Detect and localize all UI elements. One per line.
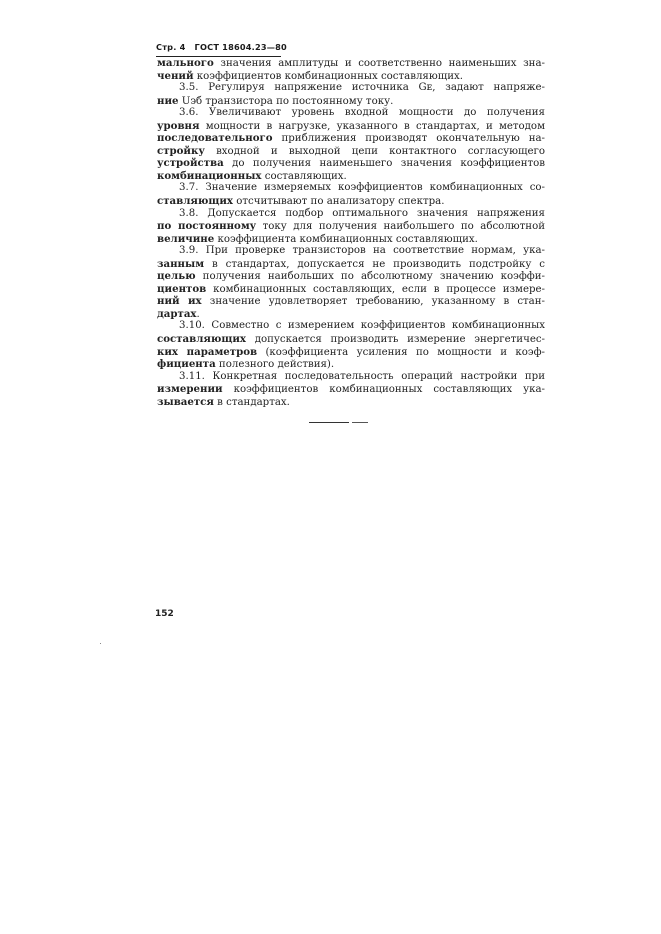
text-line bbox=[157, 95, 545, 108]
line-lead: ставляющих bbox=[157, 195, 234, 208]
line-lead: составляющих bbox=[157, 333, 247, 346]
text-line bbox=[157, 70, 545, 83]
line-rest: полезного действия). bbox=[215, 359, 335, 371]
text-line bbox=[157, 220, 545, 233]
text-line bbox=[157, 333, 545, 346]
line-lead: комбинационных bbox=[157, 169, 262, 182]
text-line bbox=[157, 107, 545, 120]
text-line bbox=[157, 383, 545, 396]
line-rest: составляющих. bbox=[261, 170, 347, 182]
text-line bbox=[157, 270, 545, 283]
line-lead: циентов bbox=[157, 282, 207, 295]
line-lead: зывается bbox=[157, 395, 214, 408]
page-label: Стр. 4 bbox=[156, 42, 186, 52]
text-line bbox=[157, 57, 545, 70]
text-line bbox=[157, 358, 545, 371]
text-line bbox=[157, 195, 545, 208]
line-lead: устройства bbox=[157, 157, 224, 170]
text-line bbox=[157, 245, 545, 258]
line-lead: дартах bbox=[157, 307, 197, 320]
line-lead: ний их bbox=[157, 295, 202, 308]
line-rest: коэффициента комбинационных составляющих. bbox=[214, 233, 478, 245]
line-lead: последовательного bbox=[157, 132, 273, 145]
line-rest: мощности в нагрузке, указанного в стандартах, и методом bbox=[199, 120, 545, 132]
line-lead: ние bbox=[157, 94, 179, 107]
line-rest: 3.6. Увеличивают уровень входной мощности до получения bbox=[179, 107, 545, 119]
line-lead: величине bbox=[157, 232, 215, 245]
page-header bbox=[156, 42, 287, 57]
line-rest: значения амплитуды и соответственно наименьших зна- bbox=[213, 58, 545, 69]
text-line bbox=[157, 308, 545, 321]
line-rest: комбинационных составляющих, если в процессе измере- bbox=[206, 283, 545, 295]
end-separator bbox=[309, 422, 349, 423]
text-line bbox=[157, 182, 545, 195]
paragraph-3-5 bbox=[157, 82, 545, 107]
line-rest: до получения наименьшего значения коэффициентов bbox=[223, 158, 545, 170]
line-rest: Uэб транзистора по постоянному току. bbox=[178, 95, 394, 107]
text-line bbox=[157, 132, 545, 145]
text-line bbox=[157, 346, 545, 359]
line-lead: целью bbox=[157, 270, 196, 283]
line-lead: уровня bbox=[157, 119, 200, 132]
text-line bbox=[157, 371, 545, 384]
line-lead: ких параметров bbox=[157, 345, 258, 358]
line-lead: занным bbox=[157, 257, 205, 270]
text-line bbox=[157, 145, 545, 158]
page-number: 152 bbox=[155, 609, 174, 619]
text-line bbox=[157, 295, 545, 308]
paragraph-3-11 bbox=[157, 371, 545, 409]
line-rest: 3.8. Допускается подбор оптимального значения напряжения bbox=[179, 207, 545, 219]
line-rest: допускается производить измерение энергетичес- bbox=[246, 334, 545, 346]
text-line bbox=[157, 208, 545, 221]
paragraph-3-9 bbox=[157, 245, 545, 320]
line-rest: 3.10. Совместно с измерением коэффициентов комбинационных bbox=[179, 320, 545, 332]
line-lead: измерении bbox=[157, 383, 223, 396]
standard-number: ГОСТ 18604.23—80 bbox=[194, 42, 287, 52]
scan-speck bbox=[100, 643, 101, 644]
line-rest: отсчитывают по анализатору спектра. bbox=[233, 196, 445, 208]
paragraph-3-7 bbox=[157, 182, 545, 207]
text-line bbox=[157, 283, 545, 296]
line-lead: стройку bbox=[157, 144, 205, 157]
paragraph-3-10 bbox=[157, 320, 545, 370]
text-line bbox=[157, 120, 545, 133]
line-rest: получения наибольших по абсолютному значению коэффи- bbox=[195, 271, 545, 283]
text-line bbox=[157, 233, 545, 246]
line-rest: в стандартах. bbox=[213, 396, 290, 408]
text-line bbox=[157, 170, 545, 183]
line-rest: току для получения наибольшего по абсолютной bbox=[256, 221, 546, 233]
line-rest: 3.7. Значение измеряемых коэффициентов комбинационных со- bbox=[179, 182, 545, 194]
text-line bbox=[157, 258, 545, 271]
paragraph-3-6 bbox=[157, 107, 545, 182]
paragraph-3-8 bbox=[157, 208, 545, 246]
line-rest: входной и выходной цепи контактного согласующего bbox=[204, 145, 545, 157]
text-line bbox=[157, 157, 545, 170]
line-rest: коэффициентов комбинационных составляющих. bbox=[193, 70, 463, 82]
line-lead: мального bbox=[157, 57, 214, 69]
end-separator-tail bbox=[352, 422, 368, 423]
line-rest: (коэффициента усиления по мощности и коэф- bbox=[257, 346, 545, 358]
line-lead: чений bbox=[157, 69, 194, 82]
paragraph-cont bbox=[157, 57, 545, 82]
line-rest: значение удовлетворяет требованию, указанному в стан- bbox=[201, 296, 545, 308]
line-rest: . bbox=[196, 308, 200, 320]
line-rest: приближения производят окончательную на- bbox=[272, 133, 545, 145]
document-body bbox=[157, 57, 545, 408]
line-rest: 3.5. Регулируя напряжение источника Gᴇ, задают напряже- bbox=[179, 82, 545, 94]
line-lead: фициента bbox=[157, 358, 216, 371]
line-rest: 3.11. Конкретная последовательность операций настройки при bbox=[179, 370, 545, 382]
text-line bbox=[157, 396, 545, 409]
line-rest: коэффициентов комбинационных составляющих ука- bbox=[222, 384, 545, 396]
line-rest: в стандартах, допускается не производить подстройку с bbox=[204, 258, 545, 270]
line-rest: 3.9. При проверке транзисторов на соответствие нормам, ука- bbox=[179, 245, 545, 257]
text-line bbox=[157, 82, 545, 95]
line-lead: по постоянному bbox=[157, 220, 257, 233]
text-line bbox=[157, 320, 545, 333]
